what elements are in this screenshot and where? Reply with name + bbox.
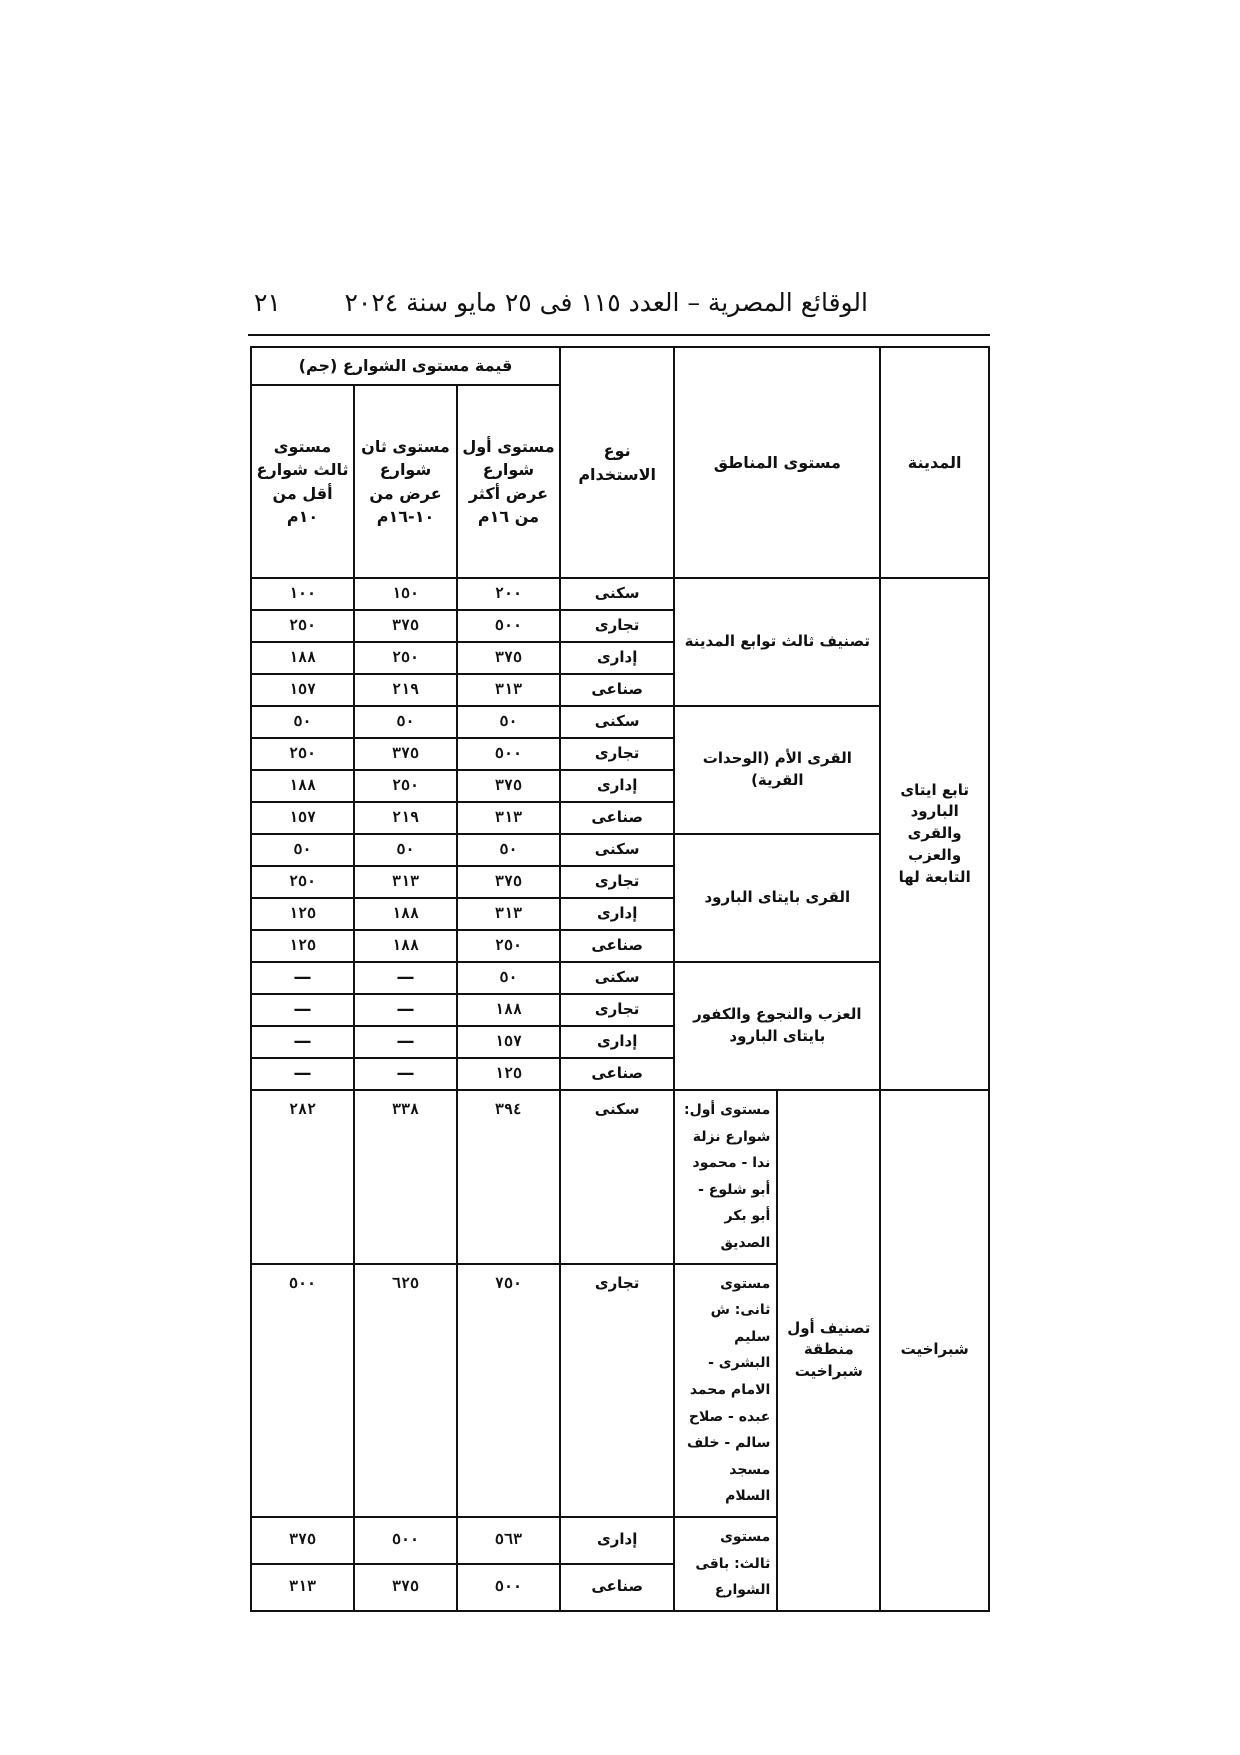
level2-value: ١٥٠ (354, 578, 457, 610)
usage-cell: تجارى (560, 738, 674, 770)
header-level2: مستوى ثان شوارع عرض من ١٠-١٦م (354, 385, 457, 578)
header-level1: مستوى أول شوارع عرض أكثر من ١٦م (457, 385, 560, 578)
level1-value: ٣١٣ (457, 674, 560, 706)
table-row (251, 834, 989, 866)
level1-value: ٧٥٠ (457, 1264, 560, 1517)
level1-value: ٣٧٥ (457, 866, 560, 898)
city-cell: تابع ايتاى البارود والقرى والعزب التابعة لها (880, 578, 989, 1090)
usage-cell: تجارى (560, 610, 674, 642)
table-row (251, 1090, 989, 1264)
usage-cell: صناعى (560, 674, 674, 706)
usage-cell: تجارى (560, 1264, 674, 1517)
level2-value: ٣١٣ (354, 866, 457, 898)
level1-value: ٢٠٠ (457, 578, 560, 610)
level1-value: ٥٠٠ (457, 738, 560, 770)
level1-value: ١٥٧ (457, 1026, 560, 1058)
level1-value: ٥٠ (457, 834, 560, 866)
level2-value: ٣٣٨ (354, 1090, 457, 1264)
level3-value: ٢٥٠ (251, 610, 354, 642)
street-value-table (250, 346, 990, 1612)
level1-value: ٥٦٣ (457, 1517, 560, 1564)
level3-value: — (251, 962, 354, 994)
header-rule (248, 334, 990, 336)
table-row (251, 962, 989, 994)
usage-cell: صناعى (560, 1058, 674, 1090)
usage-cell: سكنى (560, 834, 674, 866)
header-level3: مستوى ثالث شوارع أقل من ١٠م (251, 385, 354, 578)
level2-value: — (354, 994, 457, 1026)
usage-cell: إدارى (560, 770, 674, 802)
level3-value: ٣٧٥ (251, 1517, 354, 1564)
usage-cell: صناعى (560, 802, 674, 834)
classification-cell: تصنيف أول منطقة شبراخيت (777, 1090, 880, 1611)
level2-value: ٢١٩ (354, 802, 457, 834)
level3-value: ٢٥٠ (251, 866, 354, 898)
header-city: المدينة (880, 347, 989, 578)
level3-value: ٥٠ (251, 706, 354, 738)
level2-value: ١٨٨ (354, 930, 457, 962)
level3-value: — (251, 994, 354, 1026)
level3-value: ٢٨٢ (251, 1090, 354, 1264)
usage-cell: سكنى (560, 578, 674, 610)
level3-value: ١٨٨ (251, 770, 354, 802)
level1-value: ٥٠٠ (457, 1564, 560, 1611)
zone-cell: تصنيف ثالث توابع المدينة (674, 578, 880, 706)
zone-cell: العزب والنجوع والكفور بايتاى البارود (674, 962, 880, 1090)
usage-cell: سكنى (560, 962, 674, 994)
level3-value: ٥٠ (251, 834, 354, 866)
level1-value: ٥٠ (457, 962, 560, 994)
level1-value: ٣١٣ (457, 898, 560, 930)
level2-value: — (354, 962, 457, 994)
level2-value: — (354, 1058, 457, 1090)
level-description: مستوى أول: شوارع نزلة ندا - محمود أبو شلوع - أبو بكر الصديق (674, 1090, 777, 1264)
level1-value: ٣٩٤ (457, 1090, 560, 1264)
usage-cell: تجارى (560, 994, 674, 1026)
usage-cell: إدارى (560, 1026, 674, 1058)
level2-value: ٥٠٠ (354, 1517, 457, 1564)
level2-value: ٢٥٠ (354, 770, 457, 802)
usage-cell: سكنى (560, 1090, 674, 1264)
level3-value: ١٠٠ (251, 578, 354, 610)
zone-cell: القرى بايتاى البارود (674, 834, 880, 962)
level3-value: ١٨٨ (251, 642, 354, 674)
level3-value: ٢٥٠ (251, 738, 354, 770)
usage-cell: تجارى (560, 866, 674, 898)
level2-value: ٦٢٥ (354, 1264, 457, 1517)
header-usage: نوع الاستخدام (560, 347, 674, 578)
usage-cell: سكنى (560, 706, 674, 738)
page-number: ٢١ (254, 288, 281, 317)
level2-value: ٣٧٥ (354, 610, 457, 642)
level1-value: ١٢٥ (457, 1058, 560, 1090)
level2-value: ٣٧٥ (354, 738, 457, 770)
level2-value: ٥٠ (354, 834, 457, 866)
level1-value: ١٨٨ (457, 994, 560, 1026)
level3-value: ٣١٣ (251, 1564, 354, 1611)
level2-value: — (354, 1026, 457, 1058)
level1-value: ٢٥٠ (457, 930, 560, 962)
level3-value: ١٥٧ (251, 802, 354, 834)
level3-value: ٥٠٠ (251, 1264, 354, 1517)
gazette-title: الوقائع المصرية – العدد ١١٥ فى ٢٥ مايو سنة ٢٠٢٤ (344, 288, 868, 317)
level3-value: ١٥٧ (251, 674, 354, 706)
page-header (248, 282, 990, 330)
usage-cell: إدارى (560, 898, 674, 930)
city-cell: شبراخيت (880, 1090, 989, 1611)
usage-cell: إدارى (560, 1517, 674, 1564)
level3-value: ١٢٥ (251, 930, 354, 962)
level1-value: ٥٠ (457, 706, 560, 738)
level1-value: ٣٧٥ (457, 642, 560, 674)
level3-value: — (251, 1026, 354, 1058)
level1-value: ٣١٣ (457, 802, 560, 834)
table-row (251, 706, 989, 738)
level2-value: ٢١٩ (354, 674, 457, 706)
level3-value: ١٢٥ (251, 898, 354, 930)
header-street-value: قيمة مستوى الشوارع (جم) (251, 347, 560, 385)
level-description: مستوى ثالث: باقى الشوارع (674, 1517, 777, 1611)
level2-value: ٣٧٥ (354, 1564, 457, 1611)
level2-value: ٢٥٠ (354, 642, 457, 674)
usage-cell: صناعى (560, 1564, 674, 1611)
tariff-table-container (250, 346, 990, 1612)
level-description: مستوى ثانى: ش سليم البشرى - الامام محمد عبده - صلاح سالم - خلف مسجد السلام (674, 1264, 777, 1517)
zone-cell: القرى الأم (الوحدات القرية) (674, 706, 880, 834)
table-row (251, 578, 989, 610)
header-zones: مستوى المناطق (674, 347, 880, 578)
usage-cell: صناعى (560, 930, 674, 962)
usage-cell: إدارى (560, 642, 674, 674)
level3-value: — (251, 1058, 354, 1090)
level2-value: ١٨٨ (354, 898, 457, 930)
level1-value: ٥٠٠ (457, 610, 560, 642)
level1-value: ٣٧٥ (457, 770, 560, 802)
level2-value: ٥٠ (354, 706, 457, 738)
